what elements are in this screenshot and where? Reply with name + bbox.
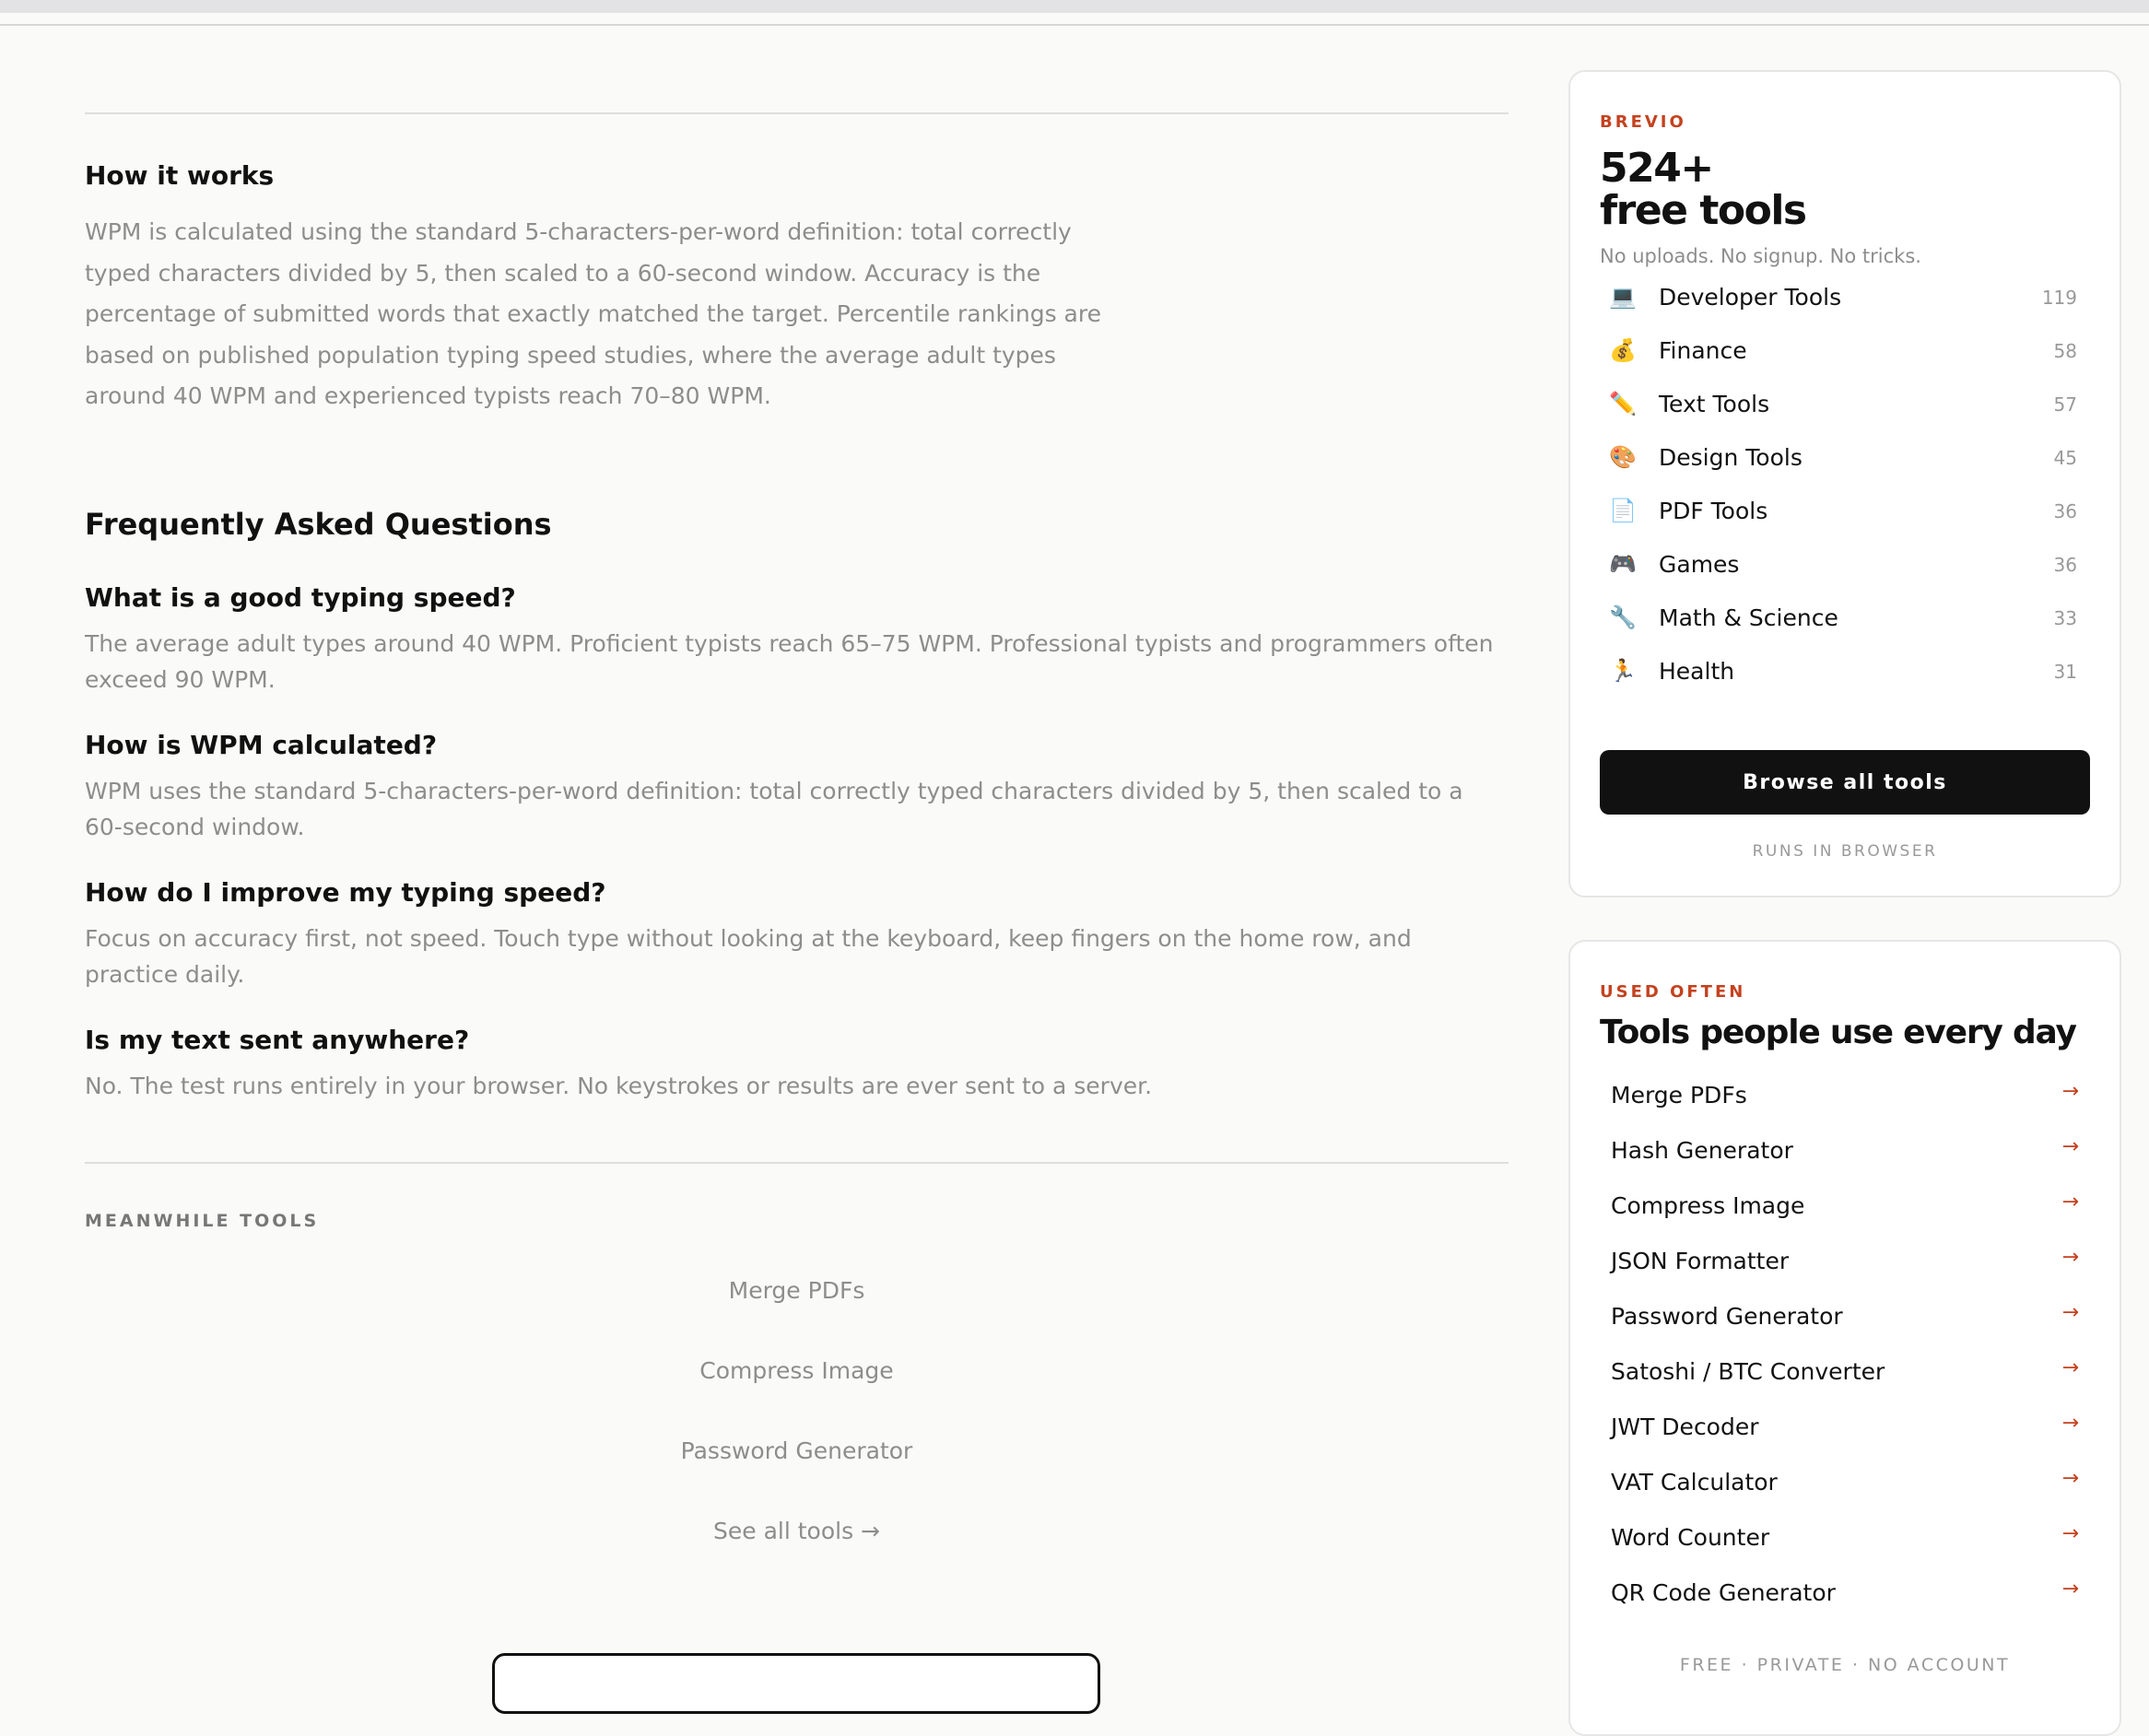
popular-tool-name: Hash Generator (1611, 1137, 1793, 1164)
faq-question: How is WPM calculated? (85, 730, 438, 760)
popular-kicker: USED OFTEN (1600, 982, 1746, 1002)
category-name: Math & Science (1659, 604, 1838, 631)
outlined-action-button[interactable] (492, 1653, 1100, 1714)
arrow-right-icon: → (2061, 1356, 2079, 1379)
tool-count-headline (1600, 147, 1806, 232)
category-count: 119 (2041, 287, 2077, 309)
faq-answer: No. The test runs entirely in your browser. No keystrokes or results are ever sent to a server. (85, 1073, 1153, 1099)
arrow-right-icon: → (2061, 1522, 2079, 1545)
popular-tool-name: VAT Calculator (1611, 1469, 1778, 1496)
category-item-developer-tools[interactable] (1600, 271, 2088, 324)
category-item-text-tools[interactable] (1600, 378, 2088, 431)
popular-tool-name: QR Code Generator (1611, 1579, 1836, 1606)
category-item-games[interactable] (1600, 538, 2088, 592)
browser-top-bar (0, 0, 2149, 13)
popular-tool-item[interactable] (1600, 1178, 2090, 1233)
popular-tool-name: JSON Formatter (1611, 1248, 1790, 1274)
tool-count: 524+ (1600, 145, 1713, 192)
faq-question: How do I improve my typing speed? (85, 877, 606, 908)
popular-tools-card (1568, 940, 2121, 1736)
arrow-right-icon: → (2061, 1467, 2079, 1490)
faq-question: Is my text sent anywhere? (85, 1025, 470, 1055)
palette-icon: 🎨 (1609, 444, 1637, 470)
see-all-tools-link[interactable]: See all tools → (713, 1518, 880, 1544)
category-name: Text Tools (1659, 391, 1770, 417)
popular-tool-name: Word Counter (1611, 1524, 1770, 1551)
how-it-works-text: WPM is calculated using the standard 5-characters-per-word definition: total correctly typed characters divided by 5, then scaled to a 60-second window. Accuracy is the percentage of submitted words that exactly matched the target. Percentile rankings are based on published population typing speed studies, where the average adult types around 40 WPM and experienced typists reach 70–80 WPM. (85, 218, 1101, 409)
popular-tool-item[interactable] (1600, 1565, 2090, 1620)
arrow-right-icon: → (2061, 1246, 2079, 1269)
laptop-icon: 💻 (1609, 284, 1637, 310)
category-name: Design Tools (1659, 444, 1803, 471)
category-name: Games (1659, 551, 1740, 578)
category-count: 58 (2053, 340, 2077, 362)
category-item-health[interactable] (1600, 645, 2088, 698)
popular-title: Tools people use every day (1600, 1014, 2076, 1051)
category-name: Developer Tools (1659, 284, 1842, 311)
category-name: Finance (1659, 337, 1747, 364)
faq-question: What is a good typing speed? (85, 582, 516, 613)
popular-tool-name: Satoshi / BTC Converter (1611, 1358, 1885, 1385)
category-item-math-science[interactable] (1600, 592, 2088, 645)
popular-card-footer: FREE · PRIVATE · NO ACCOUNT (1679, 1655, 2011, 1675)
document-icon: 📄 (1609, 498, 1637, 523)
popular-tool-name: Compress Image (1611, 1192, 1805, 1219)
section-divider (85, 1162, 1509, 1164)
popular-tool-item[interactable] (1600, 1399, 2090, 1454)
meanwhile-link-compress-image[interactable]: Compress Image (699, 1357, 894, 1384)
brand-kicker: BREVIO (1600, 112, 1686, 132)
arrow-right-icon: → (2061, 1578, 2079, 1601)
top-divider (0, 24, 2149, 26)
popular-tool-name: JWT Decoder (1611, 1413, 1759, 1440)
popular-tool-item[interactable] (1600, 1288, 2090, 1343)
pencil-icon: ✏️ (1609, 391, 1637, 416)
how-it-works-title: How it works (85, 160, 275, 191)
category-count: 36 (2053, 554, 2077, 576)
runner-icon: 🏃 (1609, 658, 1637, 684)
arrow-right-icon: → (2061, 1135, 2079, 1158)
category-item-design-tools[interactable] (1600, 431, 2088, 485)
category-count: 31 (2053, 661, 2077, 683)
faq-title: Frequently Asked Questions (85, 507, 552, 542)
meanwhile-link-merge-pdfs[interactable]: Merge PDFs (728, 1277, 865, 1304)
popular-tool-item[interactable] (1600, 1509, 2090, 1565)
brevio-tools-card (1568, 70, 2121, 897)
faq-answer: WPM uses the standard 5-characters-per-word definition: total correctly typed characters divided by 5, then scaled to a 60-second window. (85, 778, 1463, 840)
faq-answer: The average adult types around 40 WPM. Proficient typists reach 65–75 WPM. Professional typists and programmers often exceed 90 WPM. (85, 630, 1494, 693)
money-bag-icon: 💰 (1609, 337, 1637, 363)
category-name: PDF Tools (1659, 498, 1768, 524)
faq-answer: Focus on accuracy first, not speed. Touch type without looking at the keyboard, keep fingers on the home row, and practice daily. (85, 925, 1412, 988)
meanwhile-link-password-generator[interactable]: Password Generator (680, 1437, 913, 1464)
arrow-right-icon: → (2061, 1301, 2079, 1324)
category-list (1600, 271, 2088, 698)
popular-tool-item[interactable] (1600, 1067, 2090, 1122)
popular-tool-name: Password Generator (1611, 1303, 1843, 1330)
popular-tool-item[interactable] (1600, 1233, 2090, 1288)
popular-tool-item[interactable] (1600, 1454, 2090, 1509)
card-subline: No uploads. No signup. No tricks. (1600, 245, 1921, 267)
wrench-icon: 🔧 (1609, 604, 1637, 630)
category-item-pdf-tools[interactable] (1600, 485, 2088, 538)
category-count: 33 (2053, 607, 2077, 629)
section-divider (85, 112, 1509, 114)
popular-tools-list (1600, 1067, 2090, 1620)
popular-tool-item[interactable] (1600, 1122, 2090, 1178)
category-count: 36 (2053, 500, 2077, 522)
browse-all-tools-button[interactable]: Browse all tools (1600, 750, 2090, 815)
category-item-finance[interactable] (1600, 324, 2088, 378)
popular-tool-item[interactable] (1600, 1343, 2090, 1399)
gamepad-icon: 🎮 (1609, 551, 1637, 577)
category-name: Health (1659, 658, 1735, 685)
runs-in-browser-note: RUNS IN BROWSER (1752, 842, 1938, 861)
tool-count-suffix: free tools (1600, 187, 1806, 234)
popular-tool-name: Merge PDFs (1611, 1082, 1747, 1108)
category-count: 57 (2053, 393, 2077, 416)
category-count: 45 (2053, 447, 2077, 469)
arrow-right-icon: → (2061, 1080, 2079, 1103)
arrow-right-icon: → (2061, 1412, 2079, 1435)
arrow-right-icon: → (2061, 1191, 2079, 1214)
meanwhile-tools-label: MEANWHILE TOOLS (85, 1211, 320, 1231)
